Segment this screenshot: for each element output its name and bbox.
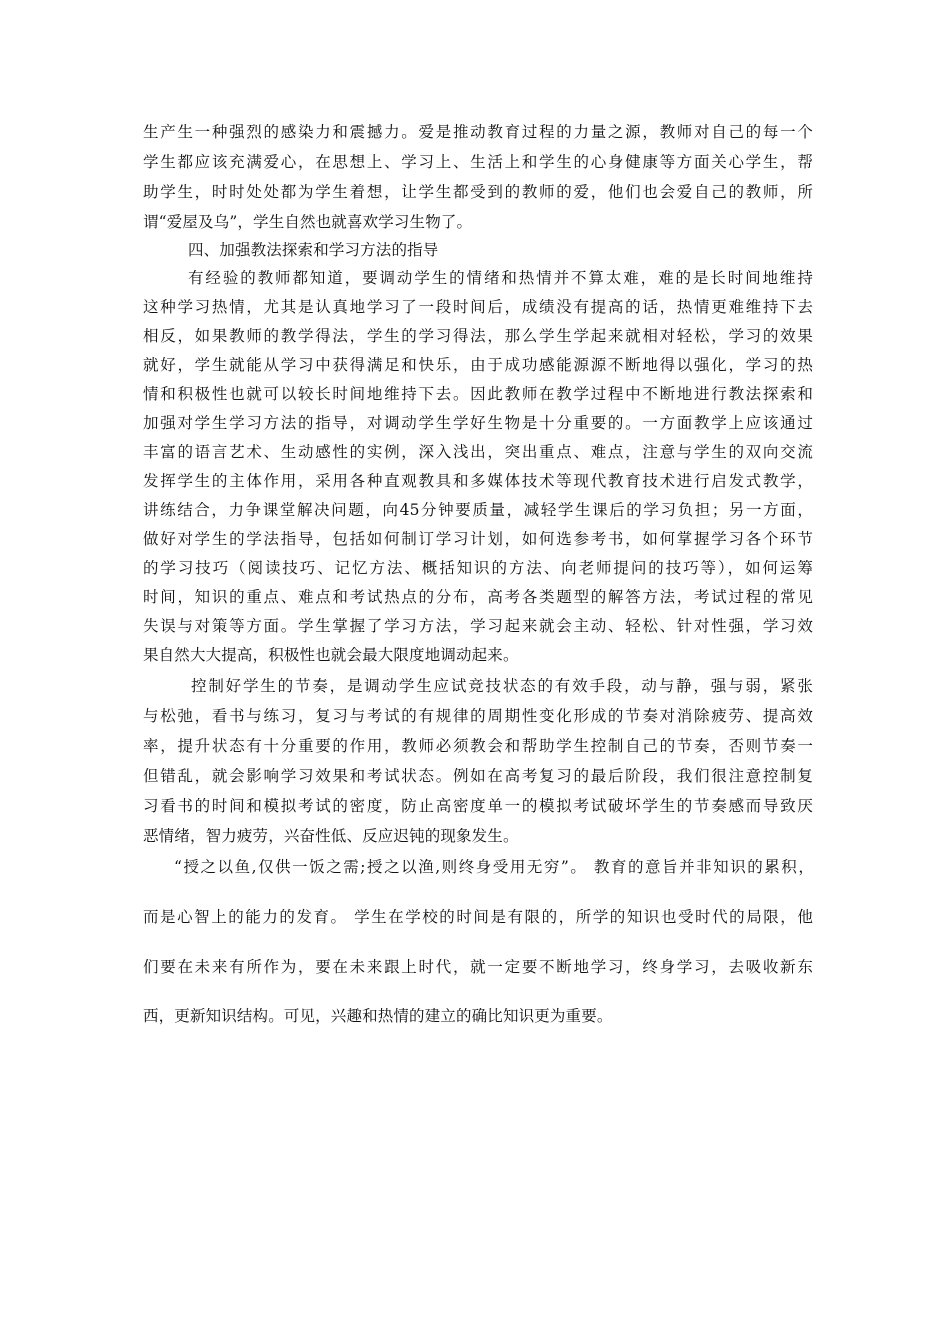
paragraph-2-line-2: 这种学习热情，尤其是认真地学习了一段时间后，成绩没有提高的话，热情更难维持下去 xyxy=(143,298,813,316)
paragraph-4-line-4: 西，更新知识结构。可见，兴趣和热情的建立的确比知识更为重要。 xyxy=(143,1007,613,1025)
section-heading: 四、加强教法探索和学习方法的指导 xyxy=(188,241,439,259)
paragraph-2-line-4: 就好，学生就能从学习中获得满足和快乐，由于成功感能源源不断地得以强化，学习的热 xyxy=(143,356,813,374)
paragraph-1-line-1: 生产生一种强烈的感染力和震撼力。爱是推动教育过程的力量之源，教师对自己的每一个 xyxy=(143,123,813,141)
paragraph-3-line-4: 但错乱，就会影响学习效果和考试状态。例如在高考复习的最后阶段，我们很注意控制复 xyxy=(143,767,813,785)
paragraph-1-line-4: 谓“爱屋及乌”，学生自然也就喜欢学习生物了。 xyxy=(143,213,473,231)
paragraph-2-line-7: 丰富的语言艺术、生动感性的实例，深入浅出，突出重点、难点，注意与学生的双向交流 xyxy=(143,443,813,461)
paragraph-2-line-8: 发挥学生的主体作用，采用各种直观教具和多媒体技术等现代教育技术进行启发式教学， xyxy=(143,472,813,490)
paragraph-3-line-2: 与松弛，看书与练习，复习与考试的有规律的周期性变化形成的节奏对消除疲劳、提高效 xyxy=(143,707,813,725)
paragraph-2-line-11: 的学习技巧（阅读技巧、记忆方法、概括知识的方法、向老师提问的技巧等），如何运筹 xyxy=(143,559,813,577)
paragraph-3-line-1: 控制好学生的节奏，是调动学生应试竞技状态的有效手段，动与静，强与弱，紧张 xyxy=(191,677,813,695)
paragraph-2-line-6: 加强对学生学习方法的指导，对调动学生学好生物是十分重要的。一方面教学上应该通过 xyxy=(143,414,813,432)
paragraph-3-line-5: 习看书的时间和模拟考试的密度，防止高密度单一的模拟考试破坏学生的节奏感而导致厌 xyxy=(143,797,813,815)
paragraph-2-line-5: 情和积极性也就可以较长时间地维持下去。因此教师在教学过程中不断地进行教法探索和 xyxy=(143,385,813,403)
paragraph-2-line-9: 讲练结合，力争课堂解决问题，向45分钟要质量，减轻学生课后的学习负担；另一方面， xyxy=(143,501,813,519)
paragraph-2-line-14: 果自然大大提高，积极性也就会最大限度地调动起来。 xyxy=(143,646,519,664)
paragraph-3-line-3: 率，提升状态有十分重要的作用，教师必须教会和帮助学生控制自己的节奏，否则节奏一 xyxy=(143,737,813,755)
paragraph-4-line-1: “授之以鱼,仅供一饭之需;授之以渔,则终身受用无穷”。 教育的意旨并非知识的累积， xyxy=(174,858,814,876)
paragraph-2-line-10: 做好对学生的学法指导，包括如何制订学习计划，如何选参考书，如何掌握学习各个环节 xyxy=(143,530,813,548)
paragraph-2-line-1: 有经验的教师都知道，要调动学生的情绪和热情并不算太难，难的是长时间地维持 xyxy=(188,269,813,287)
paragraph-2-line-13: 失误与对策等方面。学生掌握了学习方法，学习起来就会主动、轻松、针对性强，学习效 xyxy=(143,617,813,635)
paragraph-3-line-6: 恶情绪，智力疲劳，兴奋性低、反应迟钝的现象发生。 xyxy=(143,827,519,845)
paragraph-2-line-12: 时间，知识的重点、难点和考试热点的分布，高考各类题型的解答方法，考试过程的常见 xyxy=(143,588,813,606)
paragraph-1-line-3: 助学生，时时处处都为学生着想，让学生都受到的教师的爱，他们也会爱自己的教师，所 xyxy=(143,183,813,201)
paragraph-2-line-3: 相反，如果教师的教学得法，学生的学习得法，那么学生学起来就相对轻松，学习的效果 xyxy=(143,327,813,345)
paragraph-4-line-2: 而是心智上的能力的发育。 学生在学校的时间是有限的，所学的知识也受时代的局限，他 xyxy=(143,908,813,926)
paragraph-4-line-3: 们要在未来有所作为，要在未来跟上时代，就一定要不断地学习，终身学习，去吸收新东 xyxy=(143,958,813,976)
paragraph-1-line-2: 学生都应该充满爱心，在思想上、学习上、生活上和学生的心身健康等方面关心学生，帮 xyxy=(143,153,813,171)
